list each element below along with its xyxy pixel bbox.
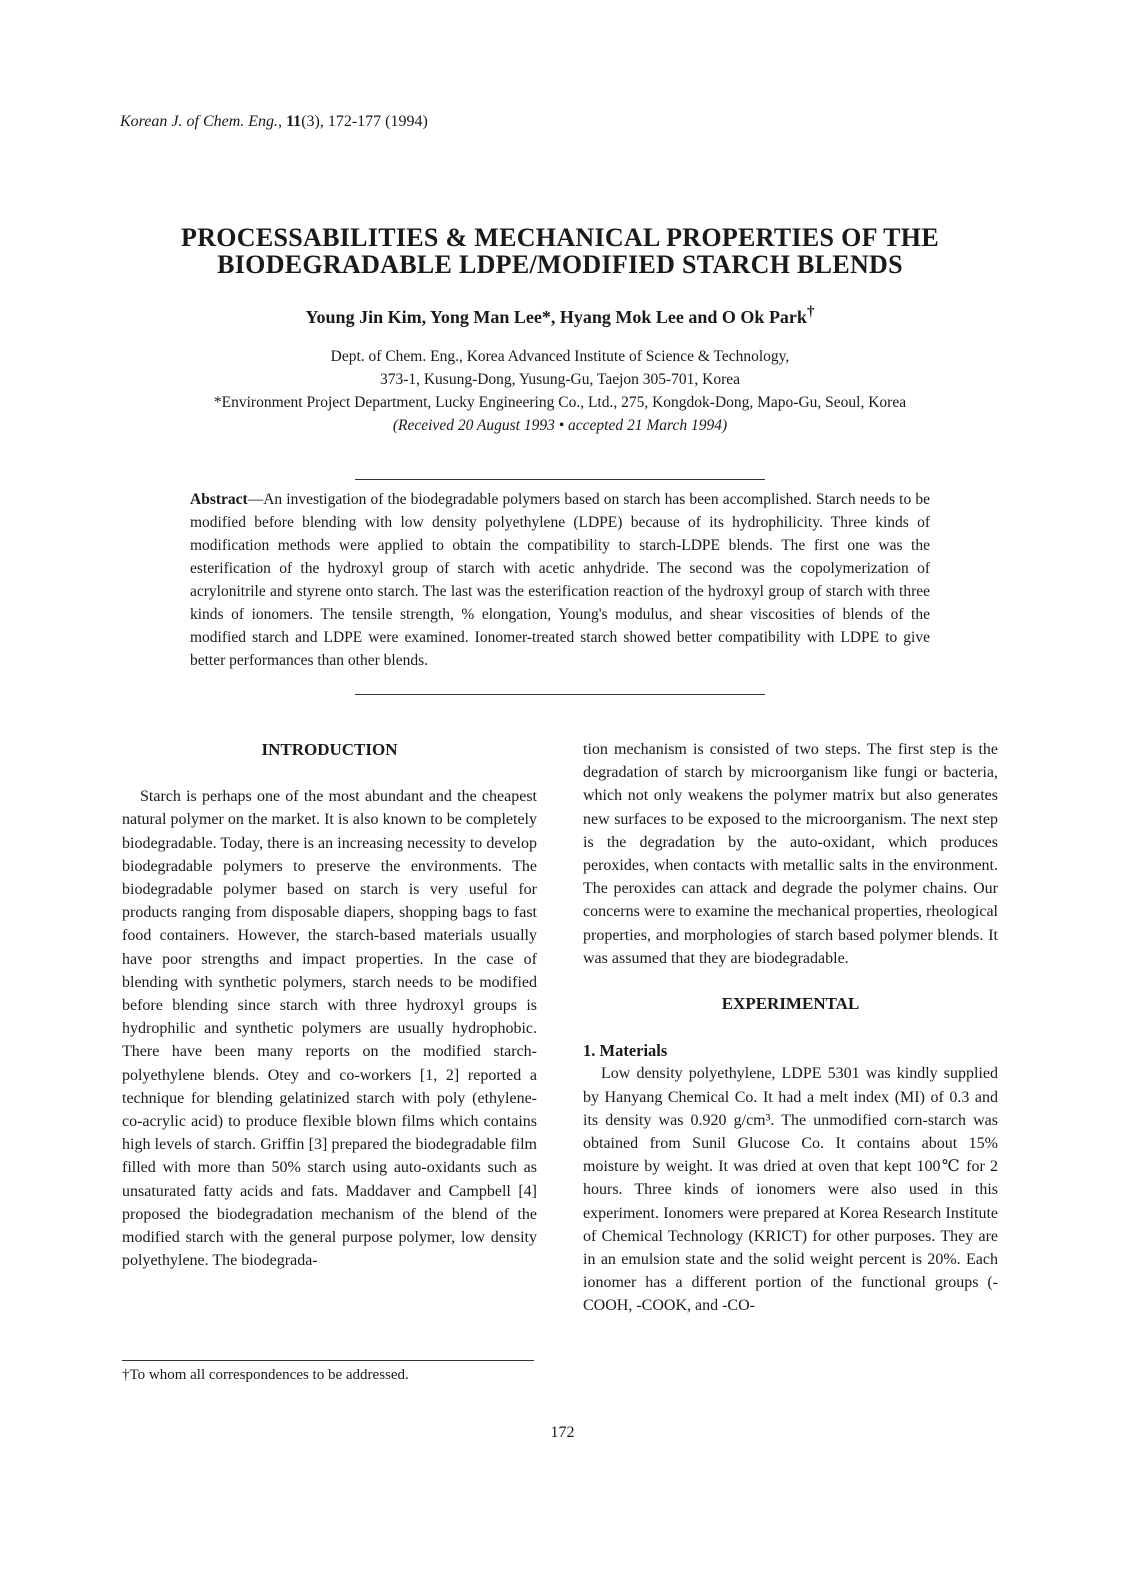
journal-issue-pages: (3), 172-177 (1994) bbox=[301, 113, 428, 130]
title-line-1: PROCESSABILITIES & MECHANICAL PROPERTIES OF THE bbox=[181, 223, 939, 252]
received-dates: (Received 20 August 1993 • accepted 21 March 1994) bbox=[392, 417, 728, 434]
materials-paragraph: Low density polyethylene, LDPE 5301 was kindly supplied by Hanyang Chemical Co. It had a melt index (MI) of 0.3 and its density was 0.920 g/cm³. The unmodified corn-starch was obtained from Sunil Glucose Co. It contains about 15% moisture by weight. It was dried at oven that kept 100℃ for 2 hours. Three kinds of ionomers were also used in this experiment. Ionomers were prepared at Korea Research Institute of Chemical Technology (KRICT) for other purposes. They are in an emulsion state and the solid weight percent is 20%. Each ionomer has a different portion of the functional groups (-COOH, -COOK, and -CO- bbox=[583, 1065, 998, 1315]
journal-name: Korean J. of Chem. Eng., bbox=[120, 113, 283, 130]
section-heading-experimental: EXPERIMENTAL bbox=[721, 994, 860, 1014]
affiliation-line-2: 373-1, Kusung-Dong, Yusung-Gu, Taejon 305-701, Korea bbox=[379, 371, 741, 388]
page-number: 172 bbox=[550, 1424, 575, 1441]
footnote-rule bbox=[122, 1360, 534, 1361]
section-heading-introduction: INTRODUCTION bbox=[261, 740, 398, 759]
intro-continued-paragraph: tion mechanism is consisted of two steps. The first step is the degradation of starch by microorganism like fungi or bacteria, which not only weakens the polymer matrix but also generates new surfaces to be exposed to the microorganism. The next step is the degradation by the auto-oxidant, which produces peroxides, when contacts with metallic salts in the environment. The peroxides can attack and degrade the polymer chains. Our concerns were to examine the mechanical properties, rheological properties, and morphologies of starch based polymer blends. It was assumed that they are biodegradable. bbox=[583, 741, 998, 967]
intro-paragraph: Starch is perhaps one of the most abundant and the cheapest natural polymer on the market. It is also known to be completely biodegradable. Today, there is an increasing necessity to develop biodegradable polymers to preserve the environments. The biodegradable polymer based on starch is very useful for products ranging from disposable diapers, shopping bags to fast food containers. However, the starch-based materials usually have poor strengths and impact properties. In the case of blending with synthetic polymers, starch needs to be modified before blending since starch with three hydroxyl groups is hydrophilic and synthetic polymers are usually hydrophobic. There have been many reports on the modified starch-polyethylene blends. Otey and co-workers [1, 2] reported a technique for blending gelatinized starch with poly (ethylene-co-acrylic acid) to produce flexible blown films which contains high levels of starch. Griffin [3] prepared the biodegradable film filled with more than 50% starch using auto-oxidants such as unsaturated fatty acids and fats. Maddaver and Campbell [4] proposed the biodegradation mechanism of the blend of the modified starch with the general purpose polymer, low density polyethylene. The biodegrada- bbox=[122, 788, 537, 1270]
authors-text: Young Jin Kim, Yong Man Lee*, Hyang Mok Lee and O Ok Park bbox=[305, 307, 807, 327]
affiliation-line-3: *Environment Project Department, Lucky Engineering Co., Ltd., 275, Kongdok-Dong, Mapo-Gu, Seoul, Korea bbox=[213, 394, 907, 411]
subsection-heading-materials: 1. Materials bbox=[583, 1041, 668, 1061]
author-list bbox=[100, 304, 1020, 328]
right-column bbox=[583, 738, 998, 1318]
paper-title bbox=[100, 224, 1020, 278]
title-line-2: BIODEGRADABLE LDPE/MODIFIED STARCH BLENDS bbox=[217, 250, 903, 279]
affiliation-block bbox=[100, 345, 1020, 437]
abstract-text: —An investigation of the biodegradable polymers based on starch has been accomplished. Starch needs to be modified before blending with low density polyethylene (LDPE) because of its hydrophilicity. Three kinds of modification methods were applied to obtain the compatibility to starch-LDPE blends. The first one was the esterification of the hydroxyl group of starch with acetic anhydride. The second was the copolymerization of acrylonitrile and styrene onto starch. The last was the esterification reaction of the hydroxyl group of starch with three kinds of ionomers. The tensile strength, % elongation, Young's modulus, and shear viscosities of blends of the modified starch and LDPE were examined. Ionomer-treated starch showed better compatibility with LDPE to give better performances than other blends. bbox=[190, 491, 930, 669]
journal-volume: 11 bbox=[286, 113, 302, 130]
abstract-label: Abstract bbox=[190, 491, 248, 508]
abstract-bottom-rule bbox=[355, 694, 765, 695]
journal-reference bbox=[120, 113, 428, 131]
left-column bbox=[122, 738, 537, 1272]
corresponding-author-mark: † bbox=[806, 304, 815, 320]
abstract-top-rule bbox=[355, 479, 765, 480]
affiliation-line-1: Dept. of Chem. Eng., Korea Advanced Institute of Science & Technology, bbox=[330, 348, 790, 365]
footnote: †To whom all correspondences to be addressed. bbox=[122, 1367, 409, 1383]
abstract bbox=[190, 488, 930, 672]
